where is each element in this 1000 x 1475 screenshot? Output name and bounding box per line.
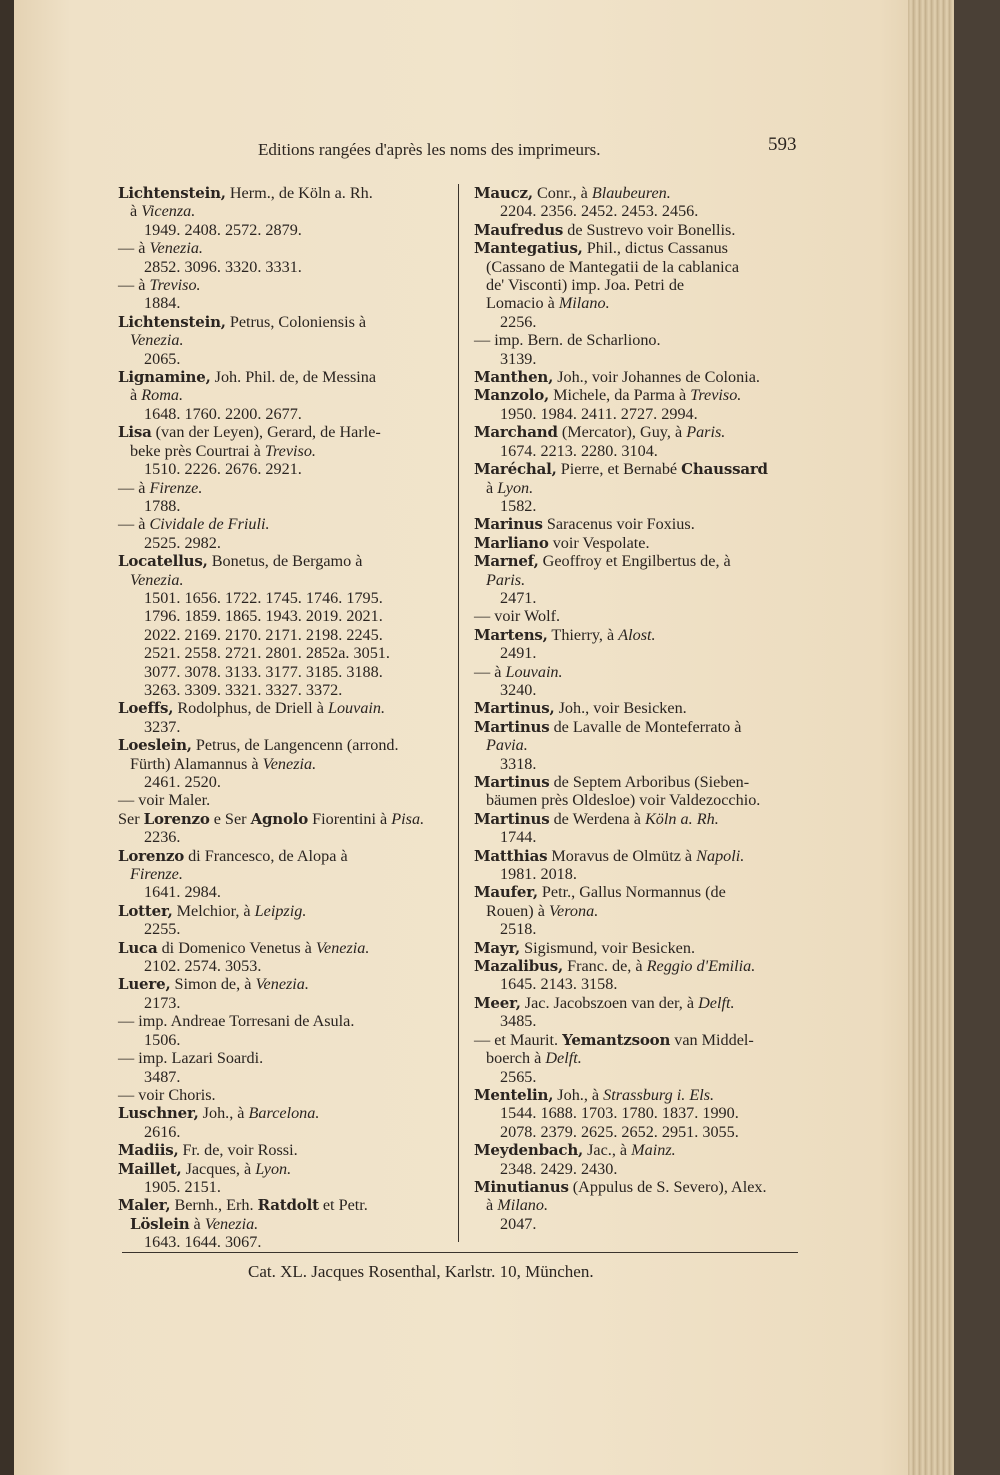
entry-line: 3318. [500, 754, 537, 773]
entry-line: Martinus de Lavalle de Monteferrato à [474, 717, 742, 736]
entry-line: Lichtenstein, Herm., de Köln a. Rh. [118, 184, 373, 202]
right-column [474, 184, 802, 1233]
entry-line: 1582. [500, 496, 537, 515]
entry-line: bäumen près Oldesloe) voir Valdezocchio. [486, 791, 761, 810]
entry-line: — à Venezia. [118, 239, 203, 258]
entry-line: 1674. 2213. 2280. 3104. [500, 441, 658, 460]
index-entry [118, 1104, 448, 1141]
index-entry [118, 902, 448, 939]
entry-line: — à Louvain. [474, 662, 563, 681]
entry-line: Paris. [486, 570, 526, 589]
entry-line: — voir Wolf. [474, 607, 561, 626]
page-edges [908, 0, 954, 1475]
entry-line: Martens, Thierry, à Alost. [474, 625, 656, 644]
entry-line: Mazalibus, Franc. de, à Reggio d'Emilia. [474, 957, 756, 976]
index-entry [474, 699, 802, 717]
entry-line: 1501. 1656. 1722. 1745. 1746. 1795. [144, 588, 383, 607]
index-entry [474, 239, 802, 368]
index-entry [118, 423, 448, 552]
index-entry [474, 957, 802, 994]
entry-line: Luere, Simon de, à Venezia. [118, 975, 309, 994]
entry-line: 1884. [144, 294, 181, 313]
entry-line: 2461. 2520. [144, 773, 221, 791]
column-divider [458, 184, 459, 1242]
entry-line: 3487. [144, 1067, 181, 1086]
index-entry [474, 773, 802, 810]
entry-line: 1544. 1688. 1703. 1780. 1837. 1990. [500, 1104, 739, 1123]
entry-line: Rouen) à Verona. [486, 901, 599, 920]
entry-line: de' Visconti) imp. Joa. Petri de [486, 276, 685, 295]
entry-line: 1641. 2984. [144, 883, 221, 902]
entry-line: 2521. 2558. 2721. 2801. 2852a. 3051. [144, 644, 390, 663]
entry-line: 2616. [144, 1122, 181, 1141]
entry-line: 2565. [500, 1067, 537, 1086]
entry-line: 2256. [500, 312, 537, 331]
entry-line: Ser Lorenzo e Ser Agnolo Fiorentini à Pisa. [118, 809, 425, 828]
entry-line: 1506. [144, 1030, 181, 1049]
entry-line: Pavia. [486, 736, 528, 755]
entry-line: Luschner, Joh., à Barcelona. [118, 1104, 320, 1123]
entry-line: 1796. 1859. 1865. 1943. 2019. 2021. [144, 607, 383, 626]
entry-line: Mantegatius, Phil., dictus Cassanus [474, 239, 728, 258]
entry-line: Madiis, Fr. de, voir Rossi. [118, 1141, 298, 1160]
entry-line: 1510. 2226. 2676. 2921. [144, 460, 302, 479]
entry-line: 2173. [144, 993, 181, 1012]
entry-line: Luca di Domenico Venetus à Venezia. [118, 938, 370, 957]
entry-line: 1643. 1644. 3067. [144, 1233, 262, 1252]
index-entry [474, 515, 802, 533]
entry-line: Mentelin, Joh., à Strassburg i. Els. [474, 1085, 715, 1104]
entry-line: — voir Choris. [118, 1085, 216, 1104]
entry-line: Martinus, Joh., voir Besicken. [474, 699, 687, 718]
entry-line: Firenze. [130, 865, 183, 884]
entry-line: 2525. 2982. [144, 533, 221, 552]
entry-line: à Milano. [486, 1196, 549, 1215]
index-entry [474, 994, 802, 1086]
header-title: Editions rangées d'après les noms des imprimeurs. [258, 140, 601, 159]
index-entry [474, 423, 802, 460]
entry-line: à Lyon. [486, 478, 534, 497]
entry-line: Meydenbach, Jac., à Mainz. [474, 1141, 676, 1160]
entry-line: Maréchal, Pierre, et Bernabé Chaussard [474, 460, 768, 479]
entry-line: 1981. 2018. [500, 865, 577, 884]
entry-line: Maufer, Petr., Gallus Normannus (de [474, 883, 726, 902]
index-entry [474, 847, 802, 884]
index-entry [474, 184, 802, 221]
entry-line: 2255. [144, 920, 181, 939]
entry-line: 1788. [144, 496, 181, 515]
entry-line: — voir Maler. [118, 791, 211, 810]
page-number: 593 [768, 134, 797, 155]
footer-imprint: Cat. XL. Jacques Rosenthal, Karlstr. 10, München. [248, 1262, 594, 1281]
entry-line: Meer, Jac. Jacobszoen van der, à Delft. [474, 993, 735, 1012]
entry-line: 2348. 2429. 2430. [500, 1159, 618, 1178]
entry-line: Loeslein, Petrus, de Langencenn (arrond. [118, 736, 399, 755]
index-entry [474, 626, 802, 700]
entry-line: Marliano voir Vespolate. [474, 533, 650, 552]
entry-line: Fürth) Alamannus à Venezia. [130, 754, 317, 773]
index-entry [118, 313, 448, 368]
index-entry [474, 386, 802, 423]
index-entry [118, 736, 448, 810]
entry-line: 2852. 3096. 3320. 3331. [144, 257, 302, 276]
index-entry [474, 552, 802, 626]
entry-line: 2518. [500, 920, 537, 939]
entry-line: 2047. [500, 1214, 537, 1233]
index-entry [118, 810, 448, 847]
entry-line: Manzolo, Michele, da Parma à Treviso. [474, 386, 742, 405]
entry-line: 1950. 1984. 2411. 2727. 2994. [500, 404, 698, 423]
entry-line: 3237. [144, 717, 181, 736]
entry-line: 2471. [500, 588, 537, 607]
entry-line: Venezia. [130, 570, 184, 589]
index-entry [118, 939, 448, 976]
entry-line: Matthias Moravus de Olmütz à Napoli. [474, 846, 745, 865]
entry-line: beke près Courtrai à Treviso. [130, 441, 316, 460]
index-entry [474, 1141, 802, 1178]
index-entry [118, 552, 448, 699]
entry-line: Marinus Saracenus voir Foxius. [474, 515, 695, 534]
entry-line: 1905. 2151. [144, 1177, 221, 1196]
entry-line: 1744. [500, 828, 537, 847]
index-entry [118, 1196, 448, 1251]
footer-rule [122, 1252, 798, 1253]
entry-line: Mayr, Sigismund, voir Besicken. [474, 938, 695, 957]
entry-line: 1648. 1760. 2200. 2677. [144, 404, 302, 423]
index-entry [118, 975, 448, 1104]
entry-line: — à Firenze. [118, 478, 203, 497]
index-entry [474, 534, 802, 552]
entry-line: Minutianus (Appulus de S. Severo), Alex. [474, 1177, 767, 1196]
index-entry [118, 1141, 448, 1159]
entry-line: Lotter, Melchior, à Leipzig. [118, 901, 307, 920]
book-spine [0, 0, 14, 1475]
index-entry [474, 1178, 802, 1233]
entry-line: — et Maurit. Yemantzsoon van Middel- [474, 1030, 754, 1049]
entry-line: Marnef, Geoffroy et Engilbertus de, à [474, 552, 731, 571]
entry-line: 3485. [500, 1012, 537, 1031]
index-entry [474, 883, 802, 938]
index-entry [118, 368, 448, 423]
entry-line: — imp. Lazari Soardi. [118, 1049, 264, 1068]
entry-line: 2022. 2169. 2170. 2171. 2198. 2245. [144, 625, 383, 644]
entry-line: — à Cividale de Friuli. [118, 515, 270, 534]
entry-line: (Cassano de Mantegatii de la cablanica [486, 257, 740, 276]
entry-line: 2078. 2379. 2625. 2652. 2951. 3055. [500, 1122, 739, 1141]
entry-line: 3077. 3078. 3133. 3177. 3185. 3188. [144, 662, 383, 681]
entry-line: 3240. [500, 680, 537, 699]
entry-line: Maler, Bernh., Erh. Ratdolt et Petr. [118, 1196, 368, 1215]
entry-line: Lomacio à Milano. [486, 294, 610, 313]
entry-line: Venezia. [130, 331, 184, 350]
index-entry [474, 460, 802, 515]
entry-line: Martinus de Werdena à Köln a. Rh. [474, 809, 719, 828]
index-entry [474, 1086, 802, 1141]
index-entry [118, 847, 448, 902]
index-entry [474, 221, 802, 239]
entry-line: Maufredus de Sustrevo voir Bonellis. [474, 220, 736, 239]
index-entry [474, 810, 802, 847]
entry-line: 2204. 2356. 2452. 2453. 2456. [500, 202, 699, 221]
entry-line: Locatellus, Bonetus, de Bergamo à [118, 552, 363, 571]
entry-line: Löslein à Venezia. [130, 1214, 259, 1233]
index-entry [474, 718, 802, 773]
left-column [118, 184, 448, 1252]
entry-line: à Vicenza. [130, 202, 196, 221]
entry-line: 1645. 2143. 3158. [500, 975, 618, 994]
entry-line: — à Treviso. [118, 276, 201, 295]
entry-line: 3263. 3309. 3321. 3327. 3372. [144, 680, 343, 699]
entry-line: — imp. Andreae Torresani de Asula. [118, 1012, 355, 1031]
entry-line: 3139. [500, 349, 537, 368]
entry-line: Lichtenstein, Petrus, Coloniensis à [118, 312, 367, 331]
entry-line: Lisa (van der Leyen), Gerard, de Harle- [118, 423, 381, 442]
entry-line: — imp. Bern. de Scharliono. [474, 331, 661, 350]
entry-line: Lignamine, Joh. Phil. de, de Messina [118, 368, 377, 387]
entry-line: Loeffs, Rodolphus, de Driell à Louvain. [118, 699, 386, 718]
index-entry [474, 939, 802, 957]
entry-line: Maucz, Conr., à Blaubeuren. [474, 184, 671, 202]
entry-line: Marchand (Mercator), Guy, à Paris. [474, 423, 726, 442]
entry-line: 1949. 2408. 2572. 2879. [144, 220, 302, 239]
entry-line: Lorenzo di Francesco, de Alopa à [118, 846, 348, 865]
index-entry [118, 1160, 448, 1197]
index-entry [118, 699, 448, 736]
entry-line: 2102. 2574. 3053. [144, 957, 262, 976]
entry-line: 2236. [144, 828, 181, 847]
index-entry [474, 368, 802, 386]
entry-line: à Roma. [130, 386, 184, 405]
index-entry [118, 184, 448, 313]
entry-line: boerch à Delft. [486, 1049, 582, 1068]
entry-line: Maillet, Jacques, à Lyon. [118, 1159, 292, 1178]
entry-line: 2491. [500, 644, 537, 663]
entry-line: Martinus de Septem Arboribus (Sieben- [474, 773, 750, 791]
entry-line: 2065. [144, 349, 181, 368]
entry-line: Manthen, Joh., voir Johannes de Colonia. [474, 368, 760, 387]
